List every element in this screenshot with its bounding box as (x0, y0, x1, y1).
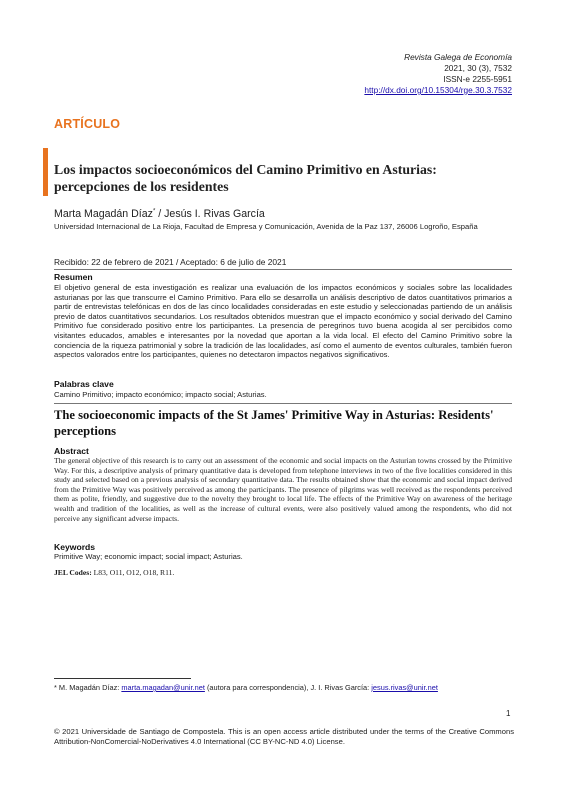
section-label: ARTÍCULO (54, 117, 121, 131)
article-title-es (54, 161, 514, 195)
journal-name: Revista Galega de Economía (404, 52, 512, 62)
article-title-en-line2: perceptions (54, 424, 117, 438)
abstract-text: The general objective of this research is to carry out an assessment of the economic and social impacts on the Asturian towns crossed by the Primitive Way. For this, a descriptive analysis of primary quantitative data is developed from telephone interviews in two of the five localities considered in this study and selected based on a previous analysis of secondary quantitative data. The results obtained show that the economic and social impact derived from the Primitive Way was positively perceived as among the participants. The presence of pilgrims was well received as the respondents perceived them as polite, friendly, and suggestive due to the novelty they brought to local life. The effects of the Primitive Way on awareness of the heritage wealth and tradition of the localities, as well as the increase of cultural events, were also positively valued among the respondents, who did not perceive any significant adverse impacts. (54, 456, 512, 523)
footnote (54, 683, 438, 692)
jel-codes (54, 568, 174, 577)
authors (54, 208, 265, 220)
abstract-heading: Abstract (54, 446, 89, 456)
journal-volume: 2021, 30 (3), 7532 (444, 63, 512, 73)
keywords-heading: Keywords (54, 542, 96, 552)
palabras-clave-heading: Palabras clave (54, 379, 114, 389)
title-block (43, 148, 518, 196)
resumen-heading: Resumen (54, 272, 93, 282)
author-2: Jesús I. Rivas García (164, 208, 265, 220)
resumen-text: El objetivo general de esta investigación es realizar una evaluación de los impactos económicos y sociales sobre las localidades asturianas por las que transcurre el Camino Primitivo. Para ello se desarrolla un análisis descriptivo de datos cuantitativos primarios a partir de entrevistas telefónicas en dos de las cinco localidades consideradas en este estudio y seleccionadas partiendo de un análisis previo de datos cuantitativos secundarios. Los resultados obtenidos muestran que el impacto económico y social derivado del Camino Primitivo fue considerado positivo entre los participantes. La presencia de peregrinos tuvo buena acogida al ser percibidos como visitantes educados, amables e interesantes por la novedad que aportan a la vida local. El efecto del Camino Primitivo sobre la conciencia de la riqueza patrimonial y sobre la tradición de las localidades, así como el aumento de eventos culturales, también fueron aspectos valorados entre los participantes, quienes no detectaron impactos negativos significativos. (54, 283, 512, 360)
article-title-en-line1: The socioeconomic impacts of the St James' Primitive Way in Asturias: Residents' (54, 408, 494, 422)
jel-label: JEL Codes: (54, 568, 92, 577)
page-number: 1 (506, 709, 511, 718)
article-title-es-line2: percepciones de los residentes (54, 179, 229, 194)
received-dates: Recibido: 22 de febrero de 2021 / Aceptado: 6 de julio de 2021 (54, 257, 287, 267)
journal-issn: ISSN-e 2255-5951 (443, 74, 512, 84)
journal-info (364, 52, 512, 96)
footnote-prefix: * M. Magadán Díaz: (54, 683, 122, 692)
author-1: Marta Magadán Díaz (54, 208, 153, 220)
keywords-text: Primitive Way; economic impact; social impact; Asturias. (54, 552, 243, 561)
jel-values: L83, O11, O12, O18, R11. (91, 568, 175, 577)
article-title-en (54, 407, 514, 439)
affiliation: Universidad Internacional de La Rioja, Facultad de Empresa y Comunicación, Avenida de la Paz 137, 26006 Logroño, España (54, 222, 478, 231)
divider-mid (54, 403, 512, 404)
footnote-middle: (autora para correspondencia), J. I. Rivas García: (204, 683, 372, 692)
divider-top (54, 269, 512, 270)
palabras-clave-text: Camino Primitivo; impacto económico; impacto social; Asturias. (54, 390, 267, 399)
license-text: © 2021 Universidade de Santiago de Compostela. This is an open access article distributed under the terms of the Creative Commons Attribution-NonComercial-NoDerivatives 4.0 International (CC BY-NC-ND 4.0) License. (54, 727, 514, 747)
email-link-2[interactable]: jesus.rivas@unir.net (371, 683, 438, 692)
corresponding-mark: * (152, 208, 156, 215)
footnote-rule (54, 678, 191, 679)
doi-link[interactable]: http://dx.doi.org/10.15304/rge.30.3.7532 (364, 85, 512, 95)
article-title-es-line1: Los impactos socioeconómicos del Camino Primitivo en Asturias: (54, 162, 437, 177)
email-link-1[interactable]: marta.magadan@unir.net (121, 683, 205, 692)
author-separator: / (155, 208, 165, 220)
